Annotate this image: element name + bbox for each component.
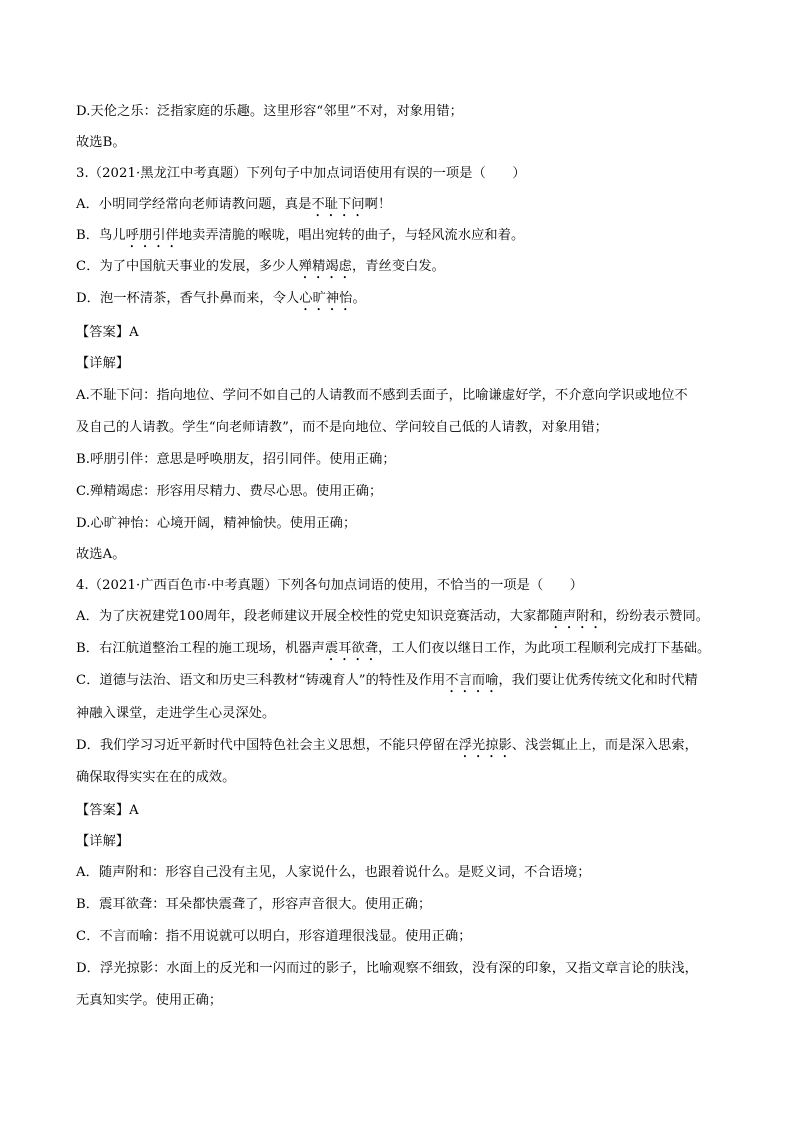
emphasized-term: 呼朋引伴 (125, 228, 179, 243)
text-line: C．不言而喻：指不用说就可以明白，形容道理很浅显。使用正确； (76, 929, 472, 944)
question-heading: 4.（2021·广西百色市·中考真题）下列各句加点词语的使用，不恰当的一项是（ ） (76, 578, 584, 593)
text-line: 及自己的人请教。学生“向老师请教”，而不是向地位、学问较自己低的人请教，对象用错； (76, 420, 608, 435)
text-line: B.呼朋引伴：意思是呼唤朋友，招引同伴。使用正确； (76, 452, 396, 467)
option-a: A．小明同学经常向老师请教问题，真是不耻下问啊！ (76, 197, 392, 212)
answer-label: 【答案】A (76, 325, 139, 340)
option-a: A．为了庆祝建党100周年，段老师建议开展全校性的党史知识竞赛活动，大家都随声附和，纷纷表示赞同。 (76, 609, 710, 624)
option-d: D．泡一杯清茶，香气扑鼻而来，令人心旷神怡。 (76, 291, 366, 306)
option-c: C．道德与法治、语文和历史三科教材“铸魂育人”的特性及作用不言而喻，我们要让优秀传统文化和时代精 (76, 673, 698, 688)
option-c: C．为了中国航天事业的发展，多少人殚精竭虑，青丝变白发。 (76, 259, 445, 274)
emphasized-term: 殚精竭虑 (298, 259, 352, 274)
option-b: B．鸟儿呼朋引伴地卖弄清脆的喉咙，唱出宛转的曲子，与轻风流水应和着。 (76, 228, 525, 243)
emphasized-term: 浮光掠影 (458, 738, 512, 753)
option-c-continued: 神融入课堂，走进学生心灵深处。 (76, 706, 276, 721)
text-line: 无真知实学。使用正确； (76, 993, 223, 1008)
text-line: D.心旷神怡：心境开阔，精神愉快。使用正确； (76, 516, 357, 531)
option-d-continued: 确保取得实实在在的成效。 (76, 770, 236, 785)
option-d: D．我们学习习近平新时代中国特色社会主义思想，不能只停留在浮光掠影、浅尝辄止上，而是深入思索， (76, 738, 698, 753)
explanation-label: 【详解】 (76, 356, 130, 371)
text-line: A.不耻下问：指向地位、学问不如自己的人请教而不感到丢面子，比喻谦虚好学，不介意向学识或地位不 (76, 388, 688, 403)
text-line: 故选A。 (76, 547, 126, 562)
text-line: B．震耳欲聋：耳朵都快震聋了，形容声音很大。使用正确； (76, 897, 432, 912)
text-line: A．随声附和：形容自己没有主见，人家说什么，也跟着说什么。是贬义词，不合语境； (76, 865, 591, 880)
question-heading: 3.（2021·黑龙江中考真题）下列句子中加点词语使用有误的一项是（ ） (76, 166, 526, 181)
option-b: B．右江航道整治工程的施工现场，机器声震耳欲聋，工人们夜以继日工作，为此项工程顺利完成打下基础。 (76, 641, 711, 656)
answer-label: 【答案】A (76, 803, 139, 818)
text-line: D．浮光掠影：水面上的反光和一闪而过的影子，比喻观察不细致，没有深的印象，又指文章言论的肤浅， (76, 961, 698, 976)
explanation-label: 【详解】 (76, 834, 130, 849)
emphasized-term: 不言而喻 (445, 673, 499, 688)
emphasized-term: 不耻下问 (311, 197, 365, 212)
text-line: C.殚精竭虑：形容用尽精力、费尽心思。使用正确； (76, 484, 383, 499)
text-line: 故选B。 (76, 135, 126, 150)
text-line: D.天伦之乐：泛指家庭的乐趣。这里形容“邻里”不对，对象用错； (76, 104, 463, 119)
emphasized-term: 心旷神怡 (299, 291, 353, 306)
emphasized-term: 随声附和 (549, 609, 603, 624)
emphasized-term: 震耳欲聋 (324, 641, 379, 656)
